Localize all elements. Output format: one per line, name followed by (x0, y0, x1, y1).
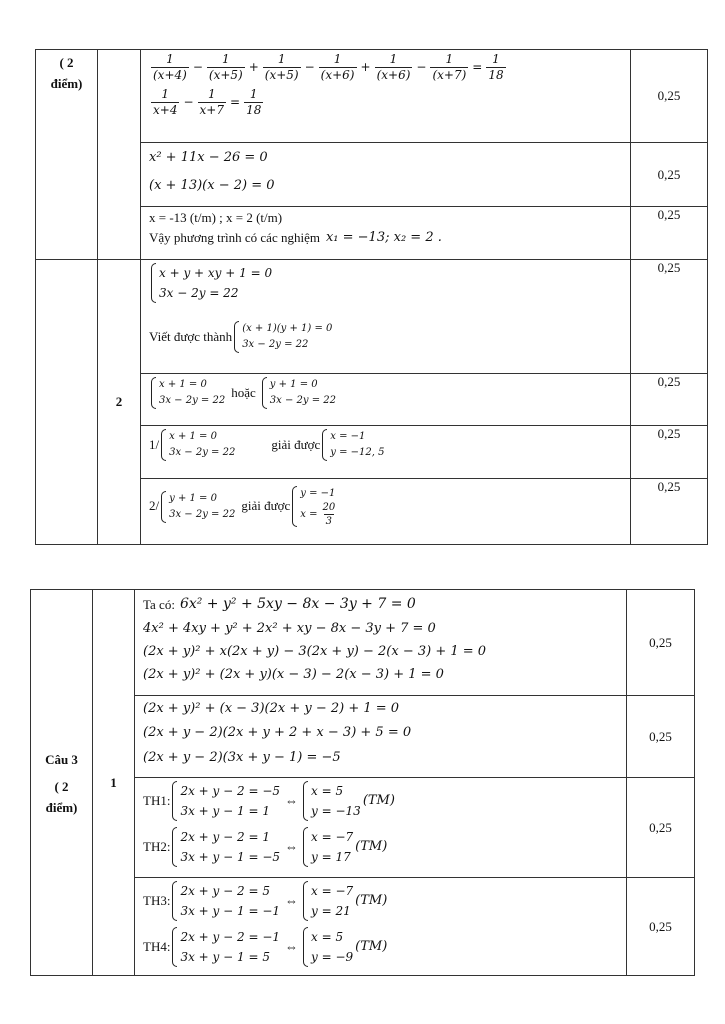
system-case1-solution: x = −1 y = −12, 5 (322, 429, 384, 461)
brace (303, 827, 308, 867)
step-cell (141, 479, 631, 545)
case-solution (303, 781, 361, 821)
conclusion-text: Vậy phương trình có các nghiệm (149, 230, 320, 246)
system-row: 3x + y − 1 = −5 (180, 850, 281, 864)
system-row: x = 5 (311, 784, 344, 798)
system-row: y = 21 (311, 904, 351, 918)
fraction (151, 88, 179, 117)
score: 0,25 (631, 374, 708, 426)
valid-tag: (TM) (362, 792, 395, 808)
system-factored: (x + 1)(y + 1) = 0 3x − 2y = 22 (234, 321, 332, 353)
system-case2: y + 1 = 0 3x − 2y = 22 (161, 491, 235, 523)
system-row: 3x + y − 1 = −1 (180, 904, 281, 918)
score: 0,25 (627, 778, 695, 878)
case2-line (149, 486, 624, 527)
case1-line (149, 429, 624, 461)
part-cell-empty (98, 50, 141, 260)
points-label: ( 2 điểm) (45, 779, 78, 815)
system-rows (311, 781, 361, 821)
system-case-b: y + 1 = 0 3x − 2y = 22 (262, 377, 336, 409)
case-label: TH3: (143, 892, 171, 908)
brace (303, 781, 308, 821)
score: 0,25 (631, 426, 708, 479)
case-line (143, 927, 620, 967)
operator: = (472, 60, 483, 74)
equivalence-icon: ⇔ (285, 792, 299, 808)
score: 0,25 (627, 696, 695, 778)
case-system (172, 827, 280, 867)
numerator: 1 (445, 52, 454, 66)
numerator: 1 (221, 52, 230, 66)
case-system (172, 881, 280, 921)
system-row: 3x + y − 1 = 5 (180, 950, 270, 964)
answer-table-2 (30, 589, 695, 976)
denominator: (x+7) (432, 68, 467, 82)
fraction (244, 88, 263, 117)
system-row: 3x + y − 1 = 1 (180, 804, 270, 818)
system-rows (180, 927, 280, 967)
equation-line: 6x² + y² + 5xy − 8x − 3y + 7 = 0 (179, 596, 416, 612)
intro-line (143, 596, 620, 614)
step-cell (141, 50, 631, 143)
denominator: (x+4) (153, 68, 187, 82)
intro-text: Ta có: (143, 596, 175, 612)
step-cell (135, 878, 627, 976)
solution-line: x = -13 (t/m) ; x = 2 (t/m) (149, 210, 283, 225)
case-label: TH2: (143, 838, 171, 854)
denominator: (x+6) (376, 68, 411, 82)
equivalence-icon: ⇔ (285, 892, 299, 908)
system-row: x = −7 (311, 830, 354, 844)
equation-line: (2x + y − 2)(2x + y + 2 + x − 3) + 5 = 0 (143, 725, 412, 741)
rewritten-text: Viết được thành (149, 328, 233, 344)
answer-table-1 (35, 49, 708, 545)
equation-line: x² + 11x − 26 = 0 (149, 150, 268, 165)
score: 0,25 (627, 878, 695, 976)
brace (172, 781, 177, 821)
system-row: x = −7 (311, 884, 354, 898)
system-row: x = 5 (311, 930, 344, 944)
rewritten-line (149, 321, 624, 353)
fraction (198, 88, 226, 117)
operator: + (248, 60, 259, 74)
equation-line: (2x + y)² + (x − 3)(2x + y − 2) + 1 = 0 (143, 701, 400, 716)
system-row: y = −13 (311, 804, 361, 818)
conclusion-line (149, 230, 624, 246)
fraction-equation-2 (149, 88, 624, 117)
fraction (375, 53, 413, 82)
operator: − (416, 60, 427, 74)
numerator: 1 (389, 52, 398, 66)
system-original: x + y + xy + 1 = 0 3x − 2y = 22 (151, 263, 272, 303)
numerator: 1 (249, 87, 258, 101)
step-cell (141, 143, 631, 207)
equation-line: (2x + y)² + (2x + y)(x − 3) − 2(x − 3) + 1 = 0 (143, 667, 444, 682)
brace (172, 827, 177, 867)
equation-line: (x + 13)(x − 2) = 0 (149, 178, 275, 194)
points-cell-empty (36, 260, 98, 545)
step-cell (141, 260, 631, 374)
numerator: 1 (333, 52, 342, 66)
valid-tag: (TM) (355, 892, 388, 908)
step-cell (135, 778, 627, 878)
score: 0,25 (631, 50, 708, 143)
valid-tag: (TM) (355, 938, 388, 954)
score: 0,25 (631, 207, 708, 260)
fraction-equation-1 (149, 53, 624, 82)
denominator: x+4 (153, 103, 178, 117)
step-cell (141, 374, 631, 426)
solved-text: giải được (241, 498, 291, 514)
system-row: 2x + y − 2 = −5 (180, 784, 281, 798)
system-row: y = 17 (311, 850, 351, 864)
system-rows (311, 827, 353, 867)
equation-line: (2x + y)² + x(2x + y) − 3(2x + y) − 2(x − 3) + 1 = 0 (143, 643, 487, 659)
equation-line: (2x + y − 2)(3x + y − 1) = −5 (143, 749, 341, 765)
part-label: 2 (98, 260, 141, 545)
system-line (149, 263, 624, 303)
operator: = (230, 95, 241, 109)
system-row: 2x + y − 2 = 5 (180, 884, 270, 898)
fraction (207, 53, 245, 82)
case-line (143, 781, 620, 821)
numerator: 1 (492, 52, 500, 66)
step-cell (135, 590, 627, 696)
brace (172, 881, 177, 921)
conclusion-math: x₁ = −13; x₂ = 2 . (325, 230, 442, 246)
system-rows (180, 881, 280, 921)
score: 0,25 (631, 260, 708, 374)
system-row: 2x + y − 2 = −1 (180, 930, 281, 944)
step-cell (141, 426, 631, 479)
valid-tag: (TM) (355, 838, 388, 854)
case-prefix: 1/ (149, 436, 160, 452)
case-system (172, 927, 280, 967)
question-label: Câu 3 (45, 752, 78, 767)
operator: + (360, 60, 371, 74)
system-rows (311, 881, 353, 921)
system-row: 2x + y − 2 = 1 (180, 830, 270, 844)
cases-line (149, 377, 624, 409)
case-line (143, 827, 620, 867)
score: 0,25 (627, 590, 695, 696)
score: 0,25 (631, 143, 708, 207)
brace (303, 927, 308, 967)
fraction (263, 53, 301, 82)
question-cell (31, 590, 93, 976)
solved-text: giải được (271, 436, 321, 452)
case-solution (303, 827, 353, 867)
denominator: 18 (488, 68, 504, 82)
or-text: hoặc (231, 384, 256, 400)
operator: − (192, 60, 203, 74)
step-cell (141, 207, 631, 260)
score: 0,25 (631, 479, 708, 545)
fraction (486, 53, 505, 82)
equivalence-icon: ⇔ (285, 938, 299, 954)
numerator: 1 (207, 87, 216, 101)
points-label: ( 2 điểm) (36, 50, 98, 260)
brace (172, 927, 177, 967)
part-label: 1 (93, 590, 135, 976)
operator: − (304, 60, 315, 74)
fraction (430, 53, 468, 82)
system-case-a: x + 1 = 0 3x − 2y = 22 (151, 377, 225, 409)
numerator: 1 (161, 87, 170, 101)
system-case1: x + 1 = 0 3x − 2y = 22 (161, 429, 235, 461)
system-rows (311, 927, 353, 967)
system-case2-solution: y = −1 x = $\frac{20}{3}$ (292, 486, 339, 527)
equation-line: 4x² + 4xy + y² + 2x² + xy − 8x − 3y + 7 = 0 (143, 620, 436, 636)
case-line (143, 881, 620, 921)
numerator: 1 (277, 52, 286, 66)
denominator: x+7 (199, 103, 224, 117)
denominator: (x+6) (320, 68, 355, 82)
case-solution (303, 927, 353, 967)
step-cell (135, 696, 627, 778)
denominator: (x+5) (264, 68, 299, 82)
case-label: TH4: (143, 938, 171, 954)
numerator: 1 (166, 52, 174, 66)
denominator: (x+5) (208, 68, 243, 82)
operator: − (183, 95, 194, 109)
case-solution (303, 881, 353, 921)
system-rows (180, 781, 280, 821)
brace (303, 881, 308, 921)
case-label: TH1: (143, 792, 171, 808)
case-prefix: 2/ (149, 498, 160, 514)
fraction (319, 53, 357, 82)
equivalence-icon: ⇔ (285, 838, 299, 854)
denominator: 18 (246, 103, 262, 117)
fraction (151, 53, 189, 82)
system-row: y = −9 (311, 950, 354, 964)
system-rows (180, 827, 280, 867)
case-system (172, 781, 280, 821)
